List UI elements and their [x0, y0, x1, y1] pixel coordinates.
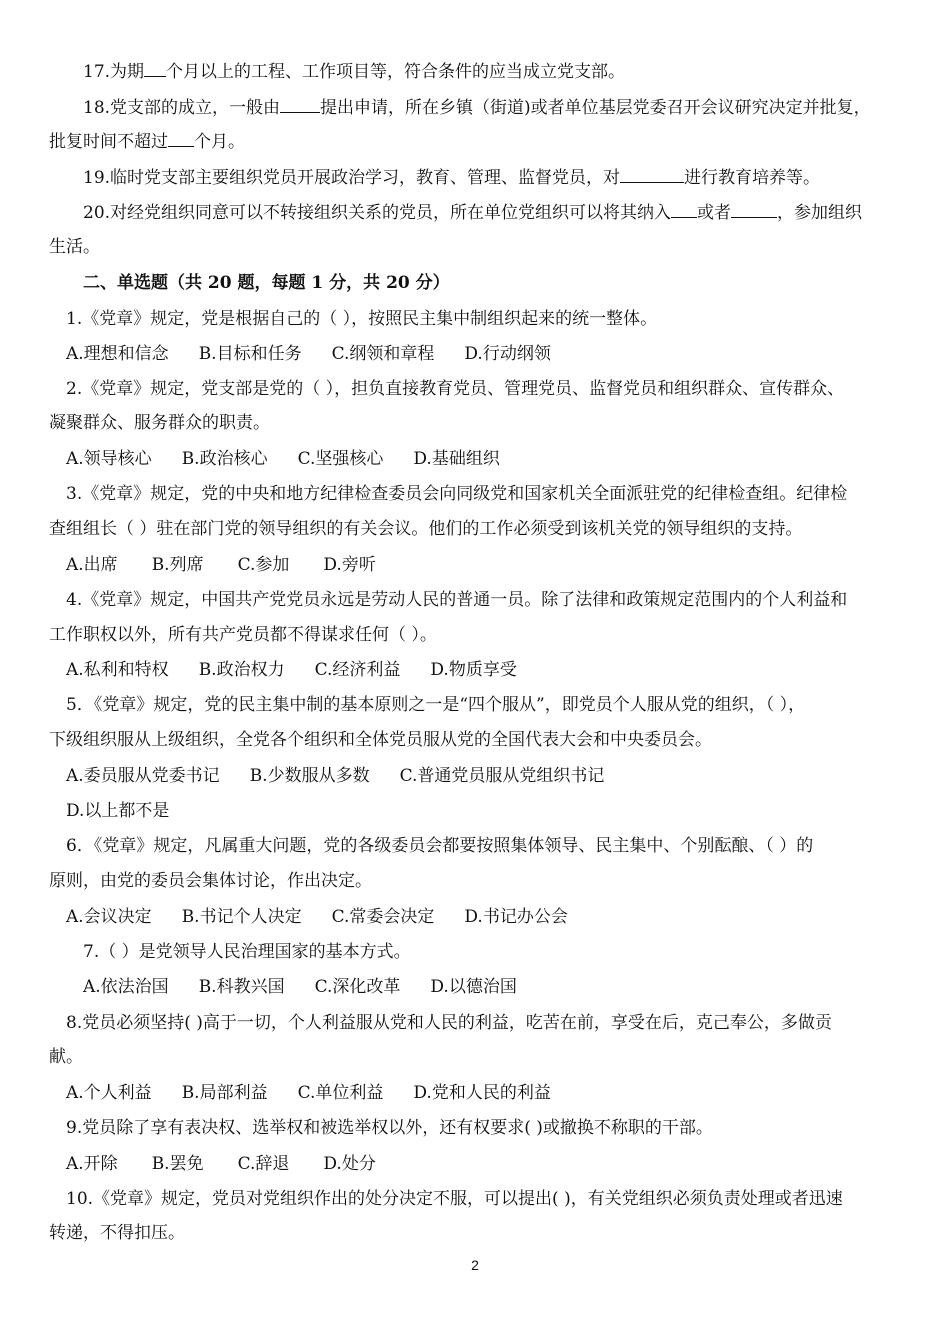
mc-question-stem-cont: 献。	[49, 1047, 83, 1067]
question-19: 19.临时党支部主要组织党员开展政治学习，教育、管理、监督党员，对 进行教育培养等。	[83, 168, 821, 188]
mc-question-stem-cont: 转递，不得扣压。	[49, 1223, 185, 1243]
mc-question-stem: 5．《党章》规定，党的民主集中制的基本原则之一是“四个服从”，即党员个人服从党的组织，（ ），	[66, 695, 806, 715]
mc-option: D.以上都不是	[66, 801, 170, 821]
mc-options: A.会议决定 B.书记个人决定 C.常委会决定 D.书记办公会	[66, 907, 568, 927]
blank	[671, 216, 697, 218]
mc-question-stem: 1.《党章》规定，党是根据自己的（ ），按照民主集中制组织起来的统一整体。	[66, 309, 658, 329]
mc-question-stem: 10.《党章》规定，党员对党组织作出的处分决定不服，可以提出( )，有关党组织必须负责处理或者迅速	[66, 1189, 843, 1209]
question-17: 17.为期 个月以上的工程、工作项目等，符合条件的应当成立党支部。	[83, 62, 626, 82]
blank	[731, 216, 777, 218]
mc-options: A.依法治国 B.科教兴国 C.深化改革 D.以德治国	[83, 977, 517, 997]
blank	[620, 181, 684, 183]
mc-question-stem: 4.《党章》规定，中国共产党党员永远是劳动人民的普通一员。除了法律和政策规定范围内的个人利益和	[66, 590, 848, 610]
mc-question-stem-cont: 下级组织服从上级组织，全党各个组织和全体党员服从党的全国代表大会和中央委员会。	[49, 730, 712, 750]
mc-question-stem: 6．《党章》规定，凡属重大问题，党的各级委员会都要按照集体领导、民主集中、个别酝酿、（ ）的	[66, 836, 814, 856]
question-18: 18.党支部的成立，一般由 提出申请，所在乡镇（街道)或者单位基层党委召开会议研究决定并批复，	[83, 98, 871, 118]
blank	[280, 111, 320, 113]
mc-options: A.个人利益 B.局部利益 C.单位利益 D.党和人民的利益	[66, 1083, 551, 1103]
section-title: 二、单选题（共 20 题，每题 1 分，共 20 分）	[83, 273, 450, 293]
mc-options: A.领导核心 B.政治核心 C.坚强核心 D.基础组织	[66, 449, 500, 469]
mc-options: A.出席 B.列席 C.参加 D.旁听	[66, 555, 376, 575]
mc-question-stem-cont: 查组组长（ ）驻在部门党的领导组织的有关会议。他们的工作必须受到该机关党的领导组织的支持。	[49, 519, 803, 539]
blank	[168, 145, 194, 147]
mc-options: A.理想和信念 B.目标和任务 C.纲领和章程 D.行动纲领	[66, 344, 551, 364]
blank	[144, 75, 166, 77]
mc-question-stem: 7.（ ）是党领导人民治理国家的基本方式。	[83, 942, 411, 962]
mc-options: A.开除 B.罢免 C.辞退 D.处分	[66, 1154, 376, 1174]
mc-question-stem: 8.党员必须坚持( )高于一切，个人利益服从党和人民的利益，吃苦在前，享受在后，克己奉公，多做贡	[66, 1013, 832, 1033]
mc-options: A.委员服从党委书记 B.少数服从多数 C.普通党员服从党组织书记	[66, 766, 605, 786]
question-18-cont: 批复时间不超过 个月。	[49, 132, 245, 152]
mc-options: A.私利和特权 B.政治权力 C.经济利益 D.物质享受	[66, 660, 517, 680]
mc-question-stem-cont: 工作职权以外，所有共产党员都不得谋求任何（ ）。	[49, 625, 437, 645]
mc-question-stem-cont: 原则，由党的委员会集体讨论，作出决定。	[49, 871, 372, 891]
mc-question-stem: 2.《党章》规定，党支部是党的（ ），担负直接教育党员、管理党员、监督党员和组织群众、宣传群众、	[66, 379, 845, 399]
mc-question-stem-cont: 凝聚群众、服务群众的职责。	[49, 413, 270, 433]
mc-question-stem: 9.党员除了享有表决权、选举权和被选举权以外，还有权要求( )或撤换不称职的干部。	[66, 1118, 713, 1138]
question-20: 20.对经党组织同意可以不转接组织关系的党员，所在单位党组织可以将其纳入 或者 ，参加组织	[83, 203, 863, 223]
mc-question-stem: 3.《党章》规定，党的中央和地方纪律检查委员会向同级党和国家机关全面派驻党的纪律检查组。纪律检	[66, 484, 848, 504]
question-20-cont: 生活。	[49, 237, 100, 257]
page-number: 2	[471, 1257, 479, 1273]
